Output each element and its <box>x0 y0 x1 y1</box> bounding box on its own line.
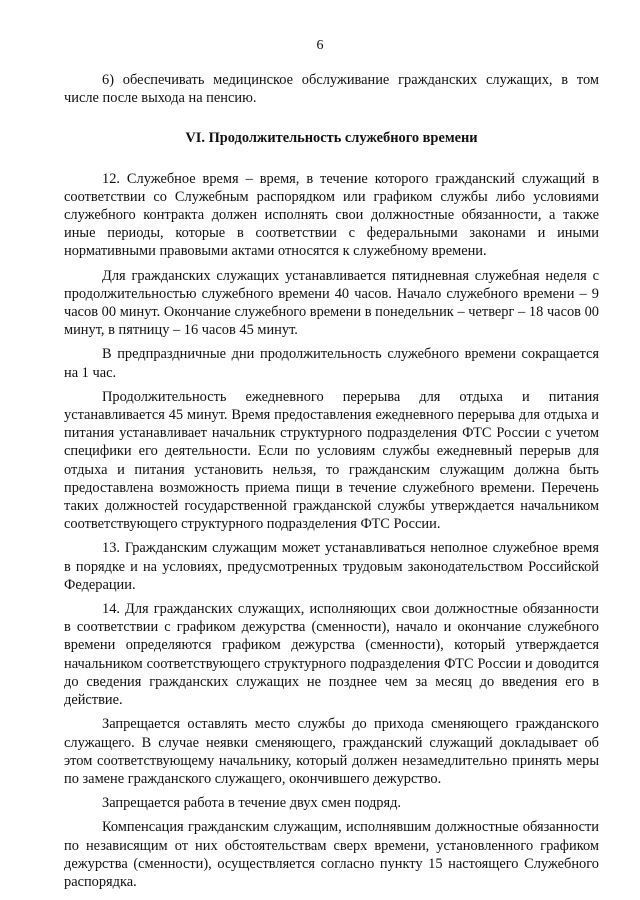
paragraph-double-shift: Запрещается работа в течение двух смен подряд. <box>102 795 402 812</box>
paragraph-work-week: Для гражданских служащих устанавливается пятидневная служебная неделя с продолжительностью служебного времени 40 часов. Начало служебного времени – 9 часов 00 минут. Окончание служебного времени в понедельник – четверг – 18 часов 00 минут, в пятницу – 16 часов 45 минут. <box>64 267 599 339</box>
page-number: 6 <box>316 38 324 53</box>
paragraph-item-6: 6) обеспечивать медицинское обслуживание гражданских служащих, в том числе после выхода на пенсию. <box>64 72 599 107</box>
paragraph-shift-handover: Запрещается оставлять место службы до прихода сменяющего гражданского служащего. В случае неявки сменяющего, гражданский служащий докладывает об этом соответствующему начальнику, который должен незамедлительно принять меры по замене гражданского служащего, окончившего дежурство. <box>64 716 599 787</box>
paragraph-clause-14: 14. Для гражданских служащих, исполняющих свои должностные обязанности в соответствии с графиком дежурства (сменности), начало и окончание служебного времени определяются графиком дежурства (сменности), который утверждается начальником соответствующего структурного подразделения ФТС России и доводится до сведения гражданских служащих не позднее чем за месяц до введения его в действие. <box>64 601 599 709</box>
section-heading: VI. Продолжительность служебного времени <box>185 130 478 147</box>
paragraph-compensation: Компенсация гражданским служащим, исполнявшим должностные обязанности по независящим от них обстоятельствам сверх времени, установленного графиком дежурства (сменности), осуществляется согласно пункту 15 настоящего Служебного распорядка. <box>64 819 599 890</box>
paragraph-lunch-break: Продолжительность ежедневного перерыва для отдыха и питания устанавливается 45 минут. Время предоставления ежедневного перерыва для отдыха и питания устанавливает начальник структурного подразделения ФТС России с учетом специфики его деятельности. Если по условиям службы ежедневный перерыв для отдыха и питания установить нельзя, то гражданским служащим должна быть предоставлена возможность приема пищи в течение служебного времени. Перечень таких должностей государственной гражданской службы утверждается начальником соответствующего структурного подразделения ФТС России. <box>64 388 599 533</box>
paragraph-pre-holiday: В предпраздничные дни продолжительность служебного времени сокращается на 1 час. <box>64 346 599 381</box>
paragraph-clause-13: 13. Гражданским служащим может устанавливаться неполное служебное время в порядке и на условиях, предусмотренных трудовым законодательством Российской Федерации. <box>64 540 599 593</box>
paragraph-clause-12: 12. Служебное время – время, в течение которого гражданский служащий в соответствии со Служебным распорядком или графиком службы либо условиями служебного контракта должен исполнять свои должностные обязанности, а также иные периоды, которые в соответствии с федеральными законами и иными нормативными правовыми актами относятся к служебному времени. <box>64 170 599 260</box>
document-body <box>64 71 599 891</box>
